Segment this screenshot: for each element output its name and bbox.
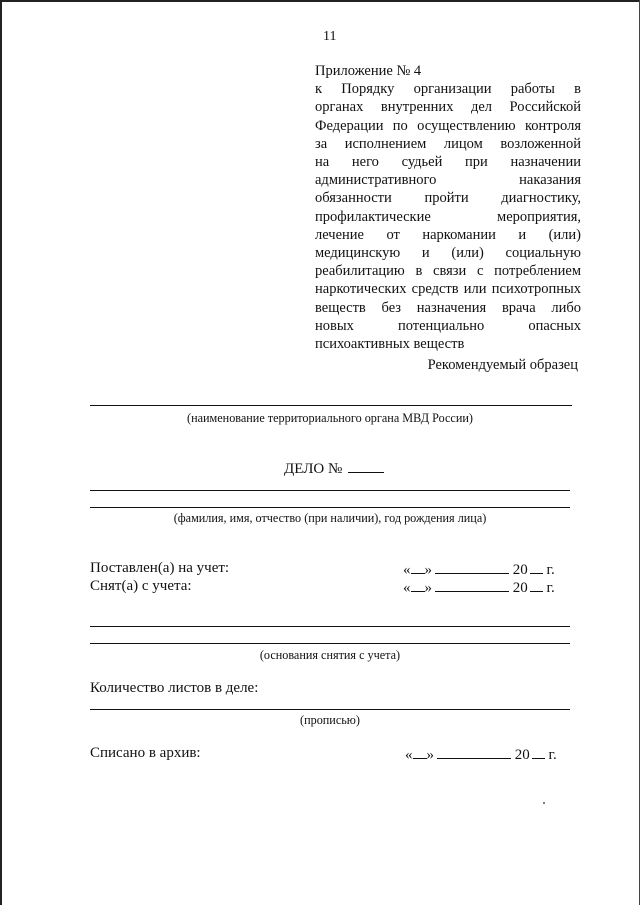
year-prefix: 20 (514, 747, 530, 763)
person-line-1[interactable] (90, 490, 570, 491)
deregistered-date (403, 578, 555, 597)
day-blank[interactable] (413, 745, 427, 759)
close-quote: » (424, 562, 432, 578)
annex-line: профилактические мероприятия, (315, 208, 581, 225)
open-quote: « (403, 562, 411, 578)
month-blank[interactable] (435, 560, 509, 574)
grounds-caption: (основания снятия с учета) (259, 648, 401, 662)
annex-line: к Порядку организации работы в (315, 81, 581, 98)
year-blank[interactable] (530, 578, 543, 592)
archived-label: Списано в архив: (90, 745, 201, 761)
day-blank[interactable] (411, 578, 425, 592)
annex-line: обязанности пройти диагностику, (315, 190, 581, 207)
year-prefix: 20 (512, 562, 528, 578)
day-blank[interactable] (411, 560, 425, 574)
annex-header (315, 62, 581, 353)
case-number-label: ДЕЛО № (284, 461, 343, 477)
annex-line: Федерации по осуществлению контроля (315, 117, 581, 134)
annex-line: лечение от наркомании и (или) (315, 226, 581, 243)
grounds-line-1[interactable] (90, 626, 570, 627)
annex-line: наркотических средств или психотропных (315, 281, 581, 298)
annex-line: веществ без назначения врача либо (315, 299, 581, 316)
annex-line: новых потенциально опасных (315, 317, 581, 334)
year-blank[interactable] (532, 745, 545, 759)
annex-line: реабилитацию в связи с потреблением (315, 263, 581, 280)
org-caption: (наименование территориального органа МВД России) (187, 411, 473, 425)
case-number-field (284, 458, 384, 478)
scan-border-left (0, 0, 2, 905)
org-name-line[interactable] (90, 405, 572, 406)
year-suffix: г. (546, 580, 555, 596)
sheets-count-label: Количество листов в деле: (90, 680, 259, 696)
open-quote: « (405, 747, 413, 763)
annex-line: за исполнением лицом возложенной (315, 135, 581, 152)
recommended-sample-label: Рекомендуемый образец (427, 357, 578, 373)
person-line-2[interactable] (90, 507, 570, 508)
registered-date (403, 560, 555, 579)
month-blank[interactable] (437, 745, 511, 759)
sheets-count-line[interactable] (90, 709, 570, 710)
annex-line: административного наказания (315, 172, 581, 189)
annex-line: медицинскую и (или) социальную (315, 245, 581, 262)
archived-date (405, 745, 557, 764)
month-blank[interactable] (435, 578, 509, 592)
person-caption: (фамилия, имя, отчество (при наличии), год рождения лица) (173, 511, 487, 525)
year-blank[interactable] (530, 560, 543, 574)
in-words-caption: (прописью) (300, 713, 360, 727)
registered-label: Поставлен(а) на учет: (90, 560, 230, 576)
annex-line: на него судьей при назначении (315, 154, 581, 171)
close-quote: » (424, 580, 432, 596)
scan-speck (543, 802, 545, 804)
grounds-line-2[interactable] (90, 643, 570, 644)
deregistered-label: Снят(а) с учета: (90, 578, 192, 594)
scan-border-top (0, 0, 640, 2)
annex-line: органах внутренних дел Российской (315, 99, 581, 116)
year-suffix: г. (548, 747, 557, 763)
page-number: 11 (323, 29, 337, 44)
year-suffix: г. (546, 562, 555, 578)
open-quote: « (403, 580, 411, 596)
close-quote: » (426, 747, 434, 763)
annex-line: психоактивных веществ (315, 336, 465, 353)
year-prefix: 20 (512, 580, 528, 596)
case-number-blank[interactable] (348, 458, 384, 473)
annex-title: Приложение № 4 (315, 63, 422, 79)
